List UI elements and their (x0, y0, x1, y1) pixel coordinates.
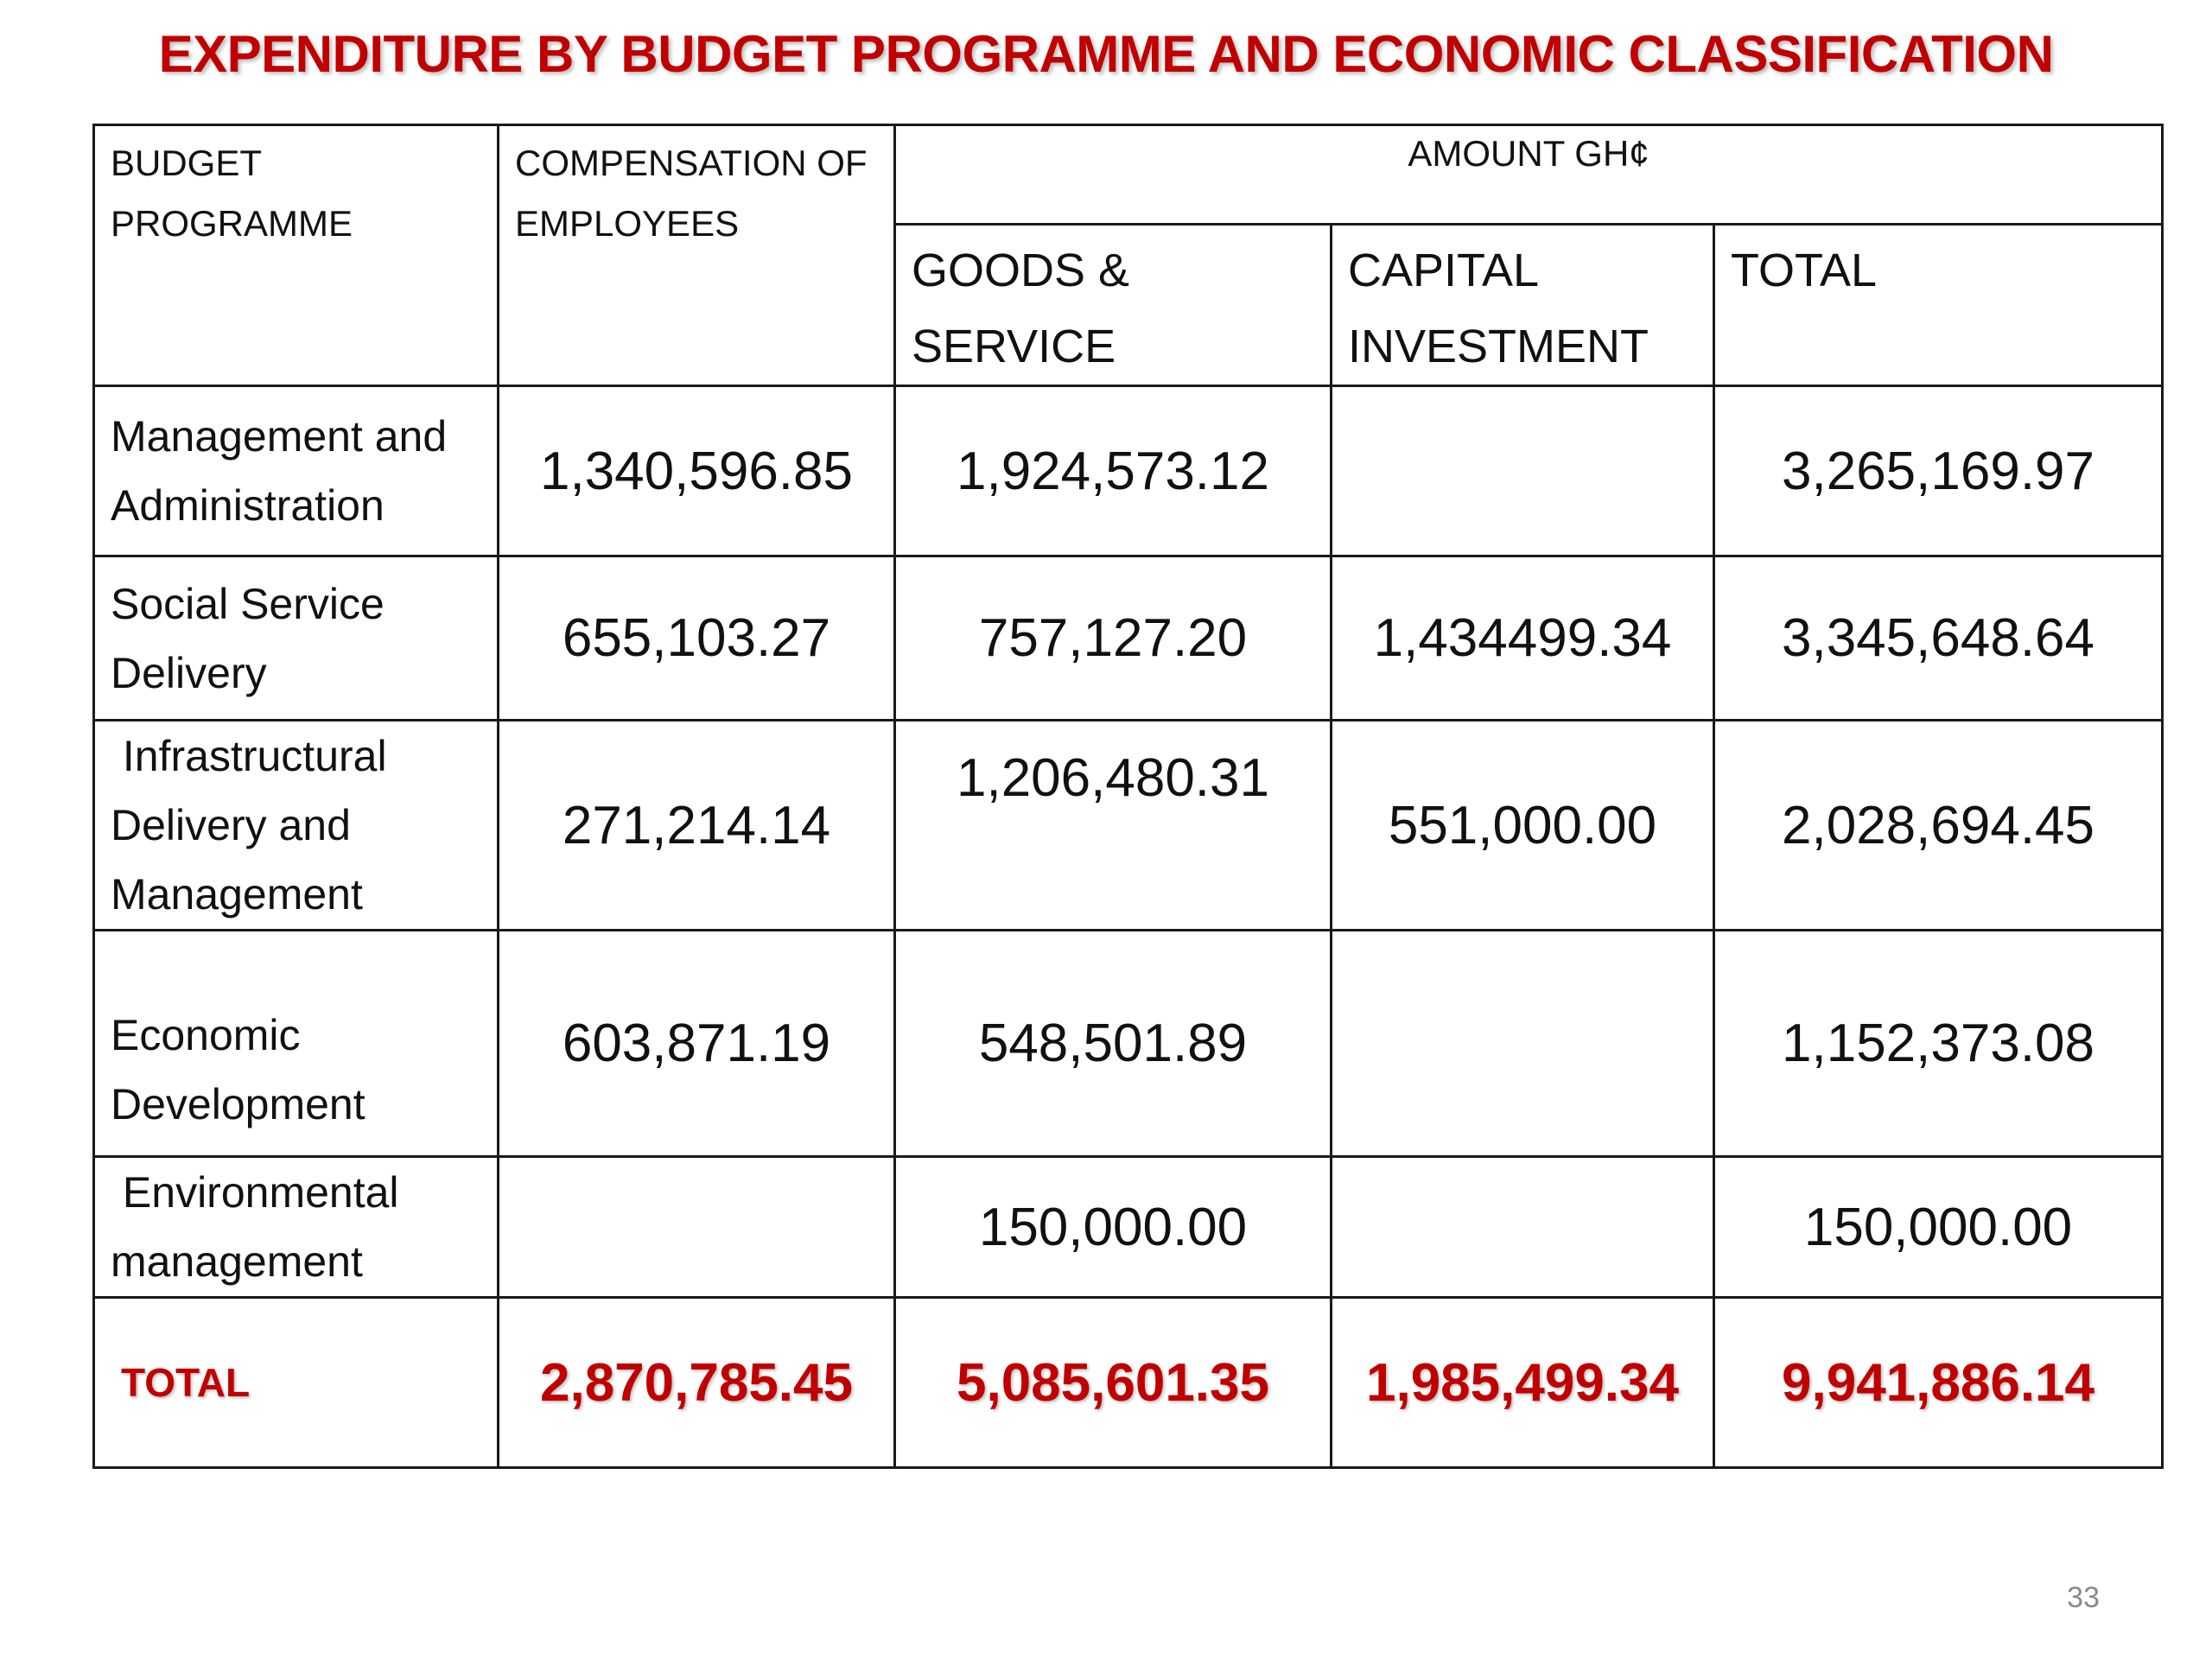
table-row (94, 721, 2163, 931)
totals-total: 9,941,886.14 (1714, 1298, 2163, 1468)
header-total: TOTAL (1714, 225, 2163, 386)
capital-value: 1,434499.34 (1332, 556, 1714, 721)
total-value: 3,265,169.97 (1714, 386, 2163, 556)
programme-name: Infrastructural Delivery and Management (94, 721, 499, 931)
table-row (94, 1157, 2163, 1298)
programme-name: Management and Administration (94, 386, 499, 556)
totals-row (94, 1298, 2163, 1468)
goods-value: 757,127.20 (895, 556, 1332, 721)
expenditure-table (92, 124, 2164, 1469)
capital-value (1332, 931, 1714, 1157)
compensation-value: 603,871.19 (499, 931, 895, 1157)
capital-value (1332, 386, 1714, 556)
goods-value: 1,924,573.12 (895, 386, 1332, 556)
table-row (94, 931, 2163, 1157)
compensation-value (499, 1157, 895, 1298)
totals-compensation: 2,870,785.45 (499, 1298, 895, 1468)
total-value: 150,000.00 (1714, 1157, 2163, 1298)
header-goods-service: GOODS & SERVICE (895, 225, 1332, 386)
programme-name: Economic Development (94, 931, 499, 1157)
programme-name: Social Service Delivery (94, 556, 499, 721)
header-amount: AMOUNT GH¢ (895, 125, 2163, 225)
total-value: 1,152,373.08 (1714, 931, 2163, 1157)
table-row (94, 386, 2163, 556)
capital-value (1332, 1157, 1714, 1298)
compensation-value: 655,103.27 (499, 556, 895, 721)
compensation-value: 1,340,596.85 (499, 386, 895, 556)
page-number: 33 (2067, 1581, 2100, 1614)
totals-label: TOTAL (94, 1298, 499, 1468)
goods-value: 150,000.00 (895, 1157, 1332, 1298)
total-value: 3,345,648.64 (1714, 556, 2163, 721)
total-value: 2,028,694.45 (1714, 721, 2163, 931)
totals-goods: 5,085,601.35 (895, 1298, 1332, 1468)
compensation-value: 271,214.14 (499, 721, 895, 931)
capital-value: 551,000.00 (1332, 721, 1714, 931)
header-compensation: COMPENSATION OF EMPLOYEES (499, 125, 895, 386)
totals-capital: 1,985,499.34 (1332, 1298, 1714, 1468)
programme-name: Environmental management (94, 1157, 499, 1298)
header-capital-investment: CAPITAL INVESTMENT (1332, 225, 1714, 386)
goods-value: 1,206,480.31 (895, 721, 1332, 931)
header-budget-programme: BUDGET PROGRAMME (94, 125, 499, 386)
table-row (94, 556, 2163, 721)
goods-value: 548,501.89 (895, 931, 1332, 1157)
header-row-1 (94, 125, 2163, 225)
page-title: EXPENDITURE BY BUDGET PROGRAMME AND ECONOMIC CLASSIFICATION (158, 25, 2054, 83)
